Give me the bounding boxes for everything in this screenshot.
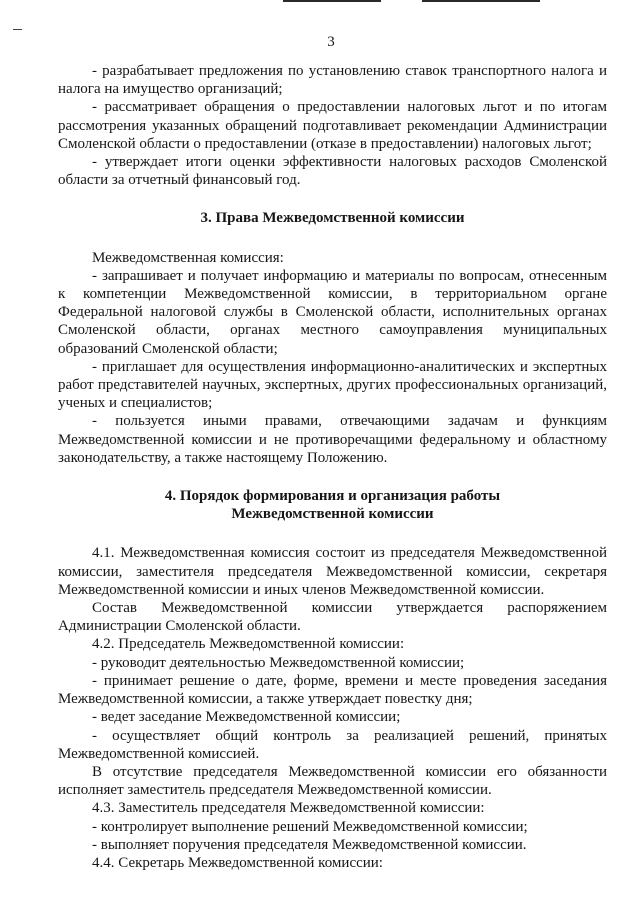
paragraph: Состав Межведомственной комиссии утверждается распоряжением Администрации Смоленской области. bbox=[58, 600, 607, 635]
section-4-title-line-2: Межведомственной комиссии bbox=[231, 506, 434, 523]
document-body bbox=[58, 62, 607, 872]
list-item: - ведет заседание Межведомственной комиссии; bbox=[92, 709, 401, 726]
list-item: - разрабатывает предложения по установлению ставок транспортного налога и налога на имущество организаций; bbox=[58, 63, 607, 98]
section-4-title-line-1: 4. Порядок формирования и организация работы bbox=[164, 488, 501, 505]
section-heading bbox=[58, 209, 607, 227]
list-item: - рассматривает обращения о предоставлении налоговых льгот и по итогам рассмотрения указанных обращений подготавливает рекомендации Администрации Смоленской области о предоставлении (отказе в предоставлении) налоговых льгот; bbox=[58, 99, 607, 152]
scan-edge-rule bbox=[283, 0, 381, 2]
list-item: - контролирует выполнение решений Межведомственной комиссии; bbox=[92, 818, 528, 835]
paragraph: 4.3. Заместитель председателя Межведомственной комиссии: bbox=[92, 800, 485, 817]
list-item: - принимает решение о дате, форме, времени и месте проведения заседания Межведомственной комиссии, а также утверждает повестку дня; bbox=[58, 672, 607, 708]
list-item: - приглашает для осуществления информационно-аналитических и экспертных работ представителей научных, экспертных, других профессиональных организаций, ученых и специалистов; bbox=[58, 358, 607, 412]
page-number: 3 bbox=[327, 34, 335, 50]
paragraph: 4.1. Межведомственная комиссия состоит из председателя Межведомственной комиссии, заместителя председателя Межведомственной комиссии, секретаря Межведомственной комиссии и иных членов Межведомственной комиссии. bbox=[58, 545, 607, 598]
list-item: - выполняет поручения председателя Межведомственной комиссии. bbox=[92, 836, 527, 853]
list-item: - утверждает итоги оценки эффективности налоговых расходов Смоленской области за отчетный финансовый год. bbox=[58, 154, 607, 189]
scan-edge-rule bbox=[422, 0, 540, 2]
section-heading bbox=[58, 487, 607, 523]
list-item: - пользуется иными правами, отвечающими задачам и функциям Межведомственной комиссии и не противоречащими федеральному и областному законодательству, а также настоящему Положению. bbox=[58, 413, 607, 466]
scan-margin-mark bbox=[13, 29, 22, 30]
list-item: - руководит деятельностью Межведомственной комиссии; bbox=[92, 654, 465, 671]
list-item: - запрашивает и получает информацию и материалы по вопросам, отнесенным к компетенции Межведомственной комиссии, в территориальном органе Федеральной налоговой службы в Смоленской области, исполнительных органах Смоленской области, органах местного самоуправления муниципальных образований Смоленской области; bbox=[58, 267, 607, 357]
section-intro: Межведомственная комиссия: bbox=[92, 249, 284, 266]
section-3-title: 3. Права Межведомственной комиссии bbox=[200, 210, 465, 227]
paragraph: 4.2. Председатель Межведомственной комиссии: bbox=[92, 636, 405, 653]
paragraph: 4.4. Секретарь Межведомственной комиссии: bbox=[92, 854, 383, 871]
paragraph: В отсутствие председателя Межведомственной комиссии его обязанности исполняет заместитель председателя Межведомственной комиссии. bbox=[58, 763, 607, 799]
list-item: - осуществляет общий контроль за реализацией решений, принятых Межведомственной комиссией. bbox=[58, 727, 607, 762]
